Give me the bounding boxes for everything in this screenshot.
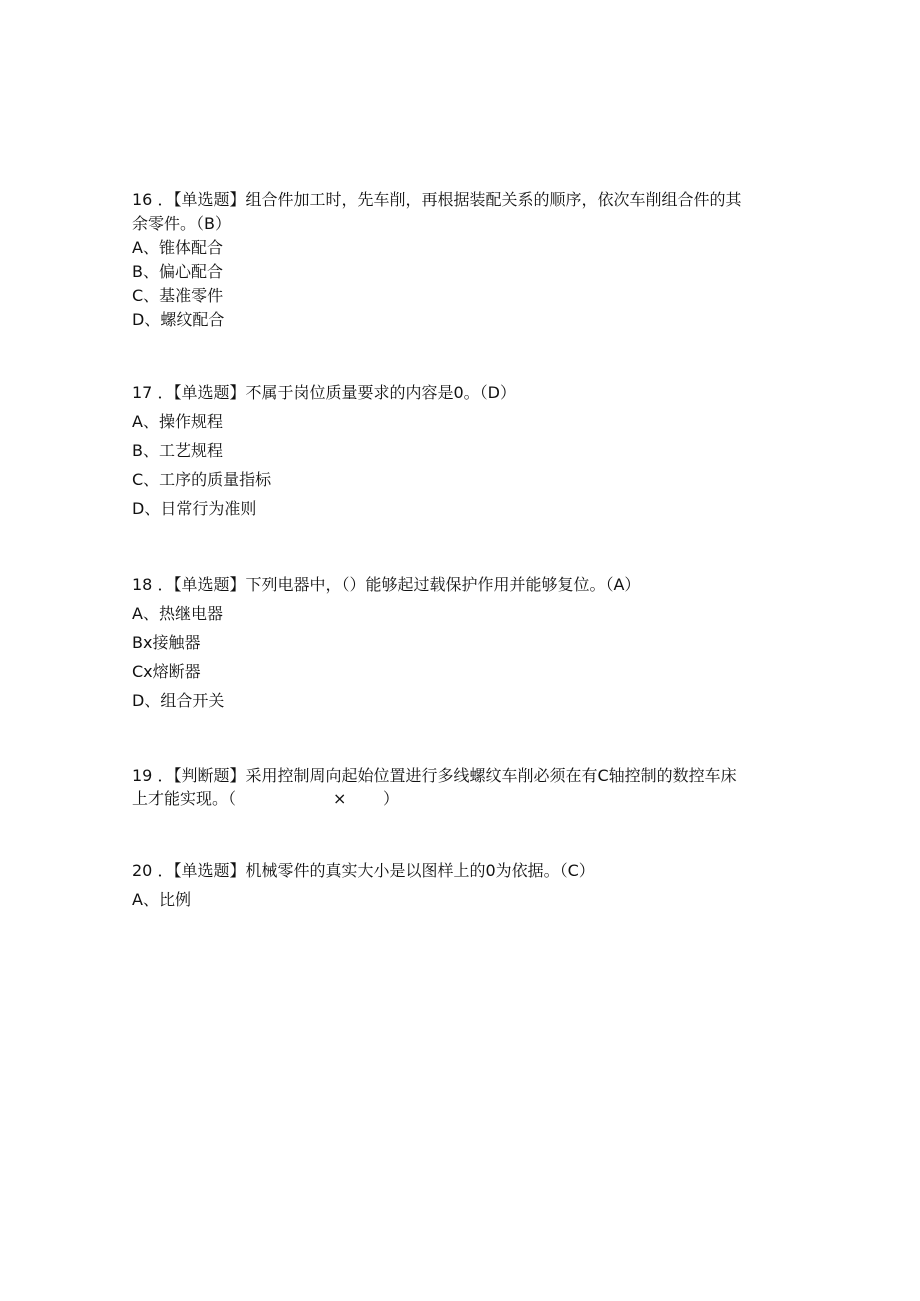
question-stem-continued: 上才能实现。（ <box>132 789 237 808</box>
option-a: A、比例 <box>132 890 191 909</box>
option-a: A、操作规程 <box>132 412 223 431</box>
question-stem: 18 ．【单选题】下列电器中，（）能够起过载保护作用并能够复位。（A） <box>132 575 641 594</box>
option-a: A、锥体配合 <box>132 238 223 257</box>
option-d: D、组合开关 <box>132 691 225 710</box>
option-b: B、偏心配合 <box>132 262 223 281</box>
answer-mark: × <box>333 789 347 808</box>
question-stem: 16 ．【单选题】组合件加工时，先车削，再根据装配关系的顺序，依次车削组合件的其 <box>132 190 742 209</box>
option-b: B、工艺规程 <box>132 441 223 460</box>
option-d: D、螺纹配合 <box>132 310 225 329</box>
option-c: Cx熔断器 <box>132 662 201 681</box>
option-c: C、工序的质量指标 <box>132 470 272 489</box>
question-stem: 17 ．【单选题】不属于岗位质量要求的内容是0。（D） <box>132 383 516 402</box>
question-stem-continued: 余零件。（B） <box>132 214 231 233</box>
closing-paren: ） <box>383 789 400 808</box>
option-b: Bx接触器 <box>132 633 201 652</box>
option-c: C、基准零件 <box>132 286 224 305</box>
question-stem: 20 ．【单选题】机械零件的真实大小是以图样上的0为依据。（C） <box>132 861 595 880</box>
option-d: D、日常行为准则 <box>132 499 257 518</box>
option-a: A、热继电器 <box>132 604 223 623</box>
question-stem: 19 ．【判断题】采用控制周向起始位置进行多线螺纹车削必须在有C轴控制的数控车床 <box>132 766 737 785</box>
